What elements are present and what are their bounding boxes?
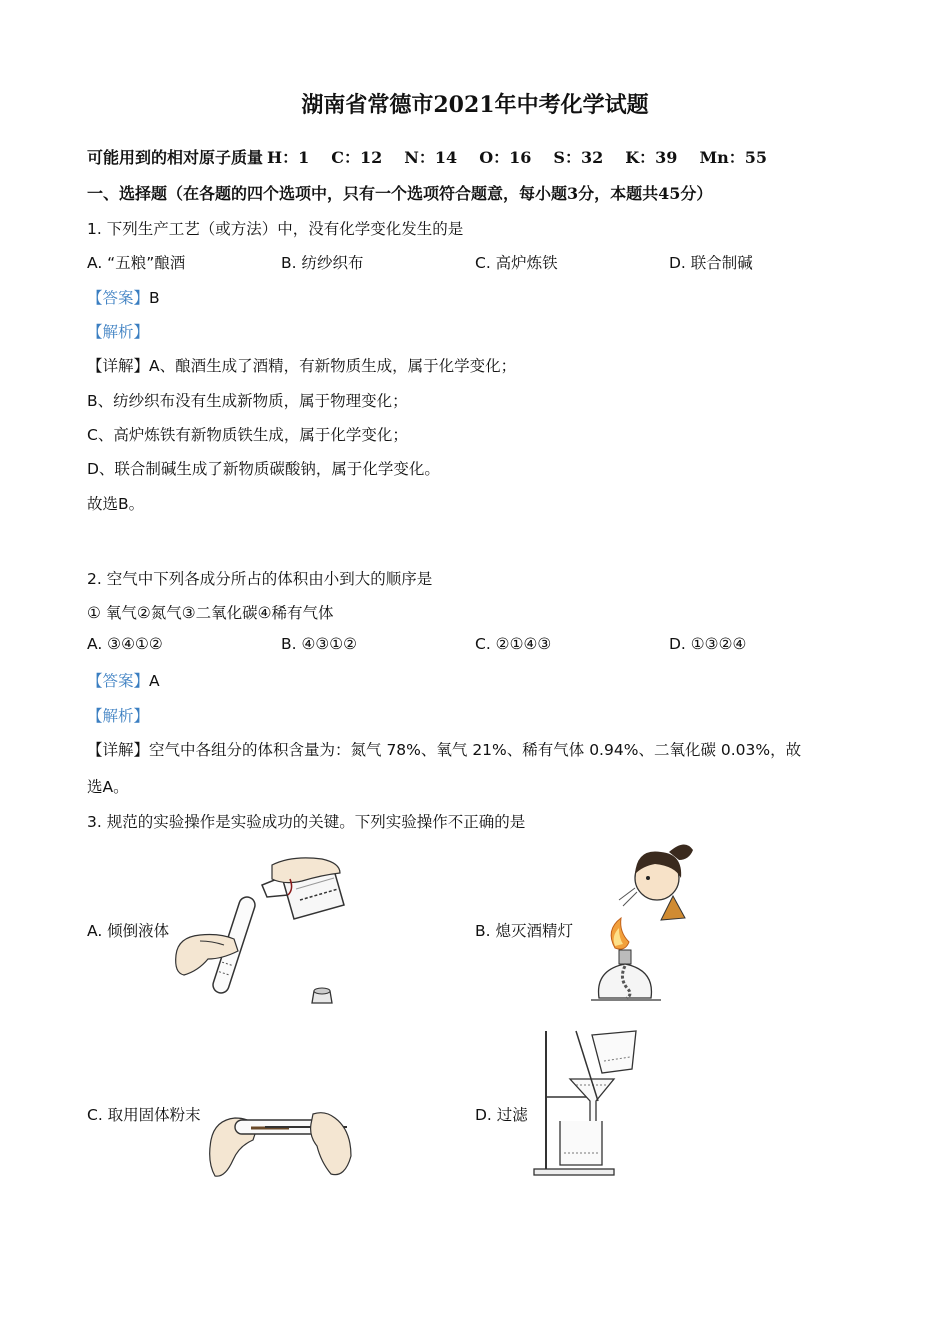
mass-h: H：1 <box>267 148 310 167</box>
taking-solid-powder-illustration <box>205 1100 355 1180</box>
mass-o: O：16 <box>479 148 532 167</box>
q2-answer <box>87 669 160 691</box>
q1-answer-tag: 【答案】 <box>87 289 150 307</box>
q1-detail-line <box>87 354 516 376</box>
q1-option-c: C. 高炉炼铁 <box>475 254 558 272</box>
atomic-masses-line <box>87 145 789 168</box>
q2-answer-value: A <box>149 672 160 690</box>
q2-stem: 2. 空气中下列各成分所占的体积由小到大的顺序是 <box>87 570 433 588</box>
q3-stem: 3. 规范的实验操作是实验成功的关键。下列实验操作不正确的是 <box>87 813 526 831</box>
mass-k: K：39 <box>625 148 678 167</box>
q2-detail-tag: 【详解】 <box>87 741 150 759</box>
q2-option-c: C. ②①④③ <box>475 635 552 653</box>
q1-analysis-tag: 【解析】 <box>87 323 150 341</box>
q2-detail-0: 空气中各组分的体积含量为：氮气 78%、氧气 21%、稀有气体 0.94%、二氧化碳 0.03%，故 <box>149 741 802 759</box>
q1-answer-value: B <box>149 289 160 307</box>
mass-n: N：14 <box>404 148 458 167</box>
q1-detail-0: A、酿酒生成了酒精，有新物质生成，属于化学变化； <box>149 357 517 375</box>
pouring-liquid-illustration <box>172 855 372 1010</box>
mass-mn: Mn：55 <box>699 148 768 167</box>
filtration-illustration <box>530 1025 645 1180</box>
q2-items: ① 氧气②氮气③二氧化碳④稀有气体 <box>87 604 334 622</box>
q2-option-a: A. ③④①② <box>87 635 163 653</box>
q3-option-c: C. 取用固体粉末 <box>87 1106 201 1124</box>
mass-s: S：32 <box>553 148 604 167</box>
q1-stem: 1. 下列生产工艺（或方法）中，没有化学变化发生的是 <box>87 220 464 238</box>
q1-detail-3: D、联合制碱生成了新物质碳酸钠，属于化学变化。 <box>87 460 440 478</box>
q3-option-d: D. 过滤 <box>475 1106 528 1124</box>
q2-answer-tag: 【答案】 <box>87 672 150 690</box>
q2-analysis-tag: 【解析】 <box>87 707 150 725</box>
q1-answer <box>87 286 160 308</box>
page-title: 湖南省常德市2021年中考化学试题 <box>301 92 649 118</box>
q1-option-a: A. “五粮”酿酒 <box>87 254 186 272</box>
q2-option-b: B. ④③①② <box>281 635 358 653</box>
q1-detail-tag: 【详解】 <box>87 357 150 375</box>
q1-option-d: D. 联合制碱 <box>669 254 753 272</box>
q1-option-b: B. 纺纱织布 <box>281 254 364 272</box>
q1-detail-4: 故选B。 <box>87 495 145 513</box>
q1-detail-2: C、高炉炼铁有新物质铁生成，属于化学变化； <box>87 426 408 444</box>
q3-option-b: B. 熄灭酒精灯 <box>475 922 573 940</box>
atomic-masses-label: 可能用到的相对原子质量 <box>87 148 264 167</box>
q2-option-d: D. ①③②④ <box>669 635 747 653</box>
mass-c: C：12 <box>331 148 383 167</box>
blowing-alcohol-lamp-illustration <box>585 838 705 1008</box>
q1-detail-1: B、纺纱织布没有生成新物质，属于物理变化； <box>87 392 408 410</box>
section-heading: 一、选择题（在各题的四个选项中，只有一个选项符合题意，每小题3分，本题共45分） <box>87 184 713 203</box>
q3-option-a: A. 倾倒液体 <box>87 922 170 940</box>
q2-detail-line <box>87 738 801 760</box>
q2-detail-1: 选A。 <box>87 778 129 796</box>
